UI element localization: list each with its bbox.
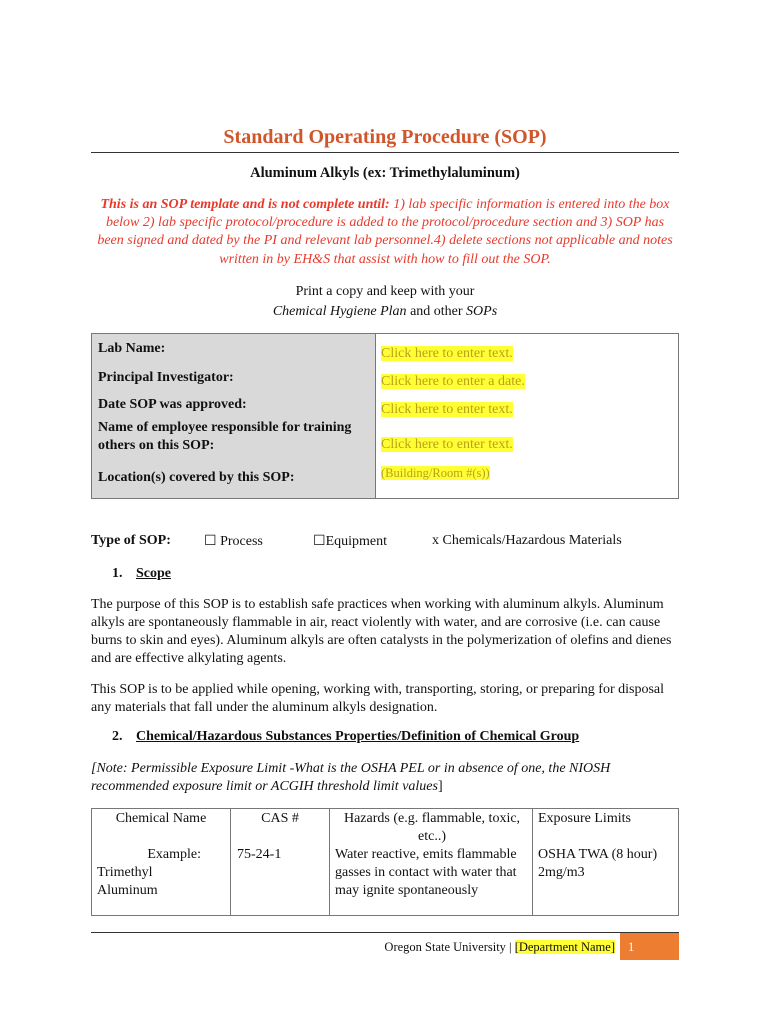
example-exposure-limits: OSHA TWA (8 hour) 2mg/m3 bbox=[538, 847, 658, 880]
process-checkbox[interactable]: ☐ bbox=[204, 534, 217, 549]
footer-department: [Department Name] bbox=[514, 940, 615, 954]
pi-field[interactable]: Click here to enter a date. bbox=[381, 374, 525, 389]
header-hazards: Hazards (e.g. flammable, toxic, etc..) bbox=[343, 811, 521, 844]
sop-type-label: Type of SOP: bbox=[91, 533, 171, 548]
footer-divider bbox=[91, 932, 679, 933]
print-note-line2: Chemical Hygiene Plan and other SOPs bbox=[272, 304, 498, 319]
example-chemical-name: Trimethyl Aluminum bbox=[97, 865, 158, 898]
template-instructions bbox=[91, 196, 679, 269]
approval-date-field[interactable]: Click here to enter text. bbox=[381, 402, 513, 417]
scope-paragraph-2: This SOP is to be applied while opening, working with, transporting, storing, or preparing for disposal any materials that fall under the aluminum alkyls designation. bbox=[91, 682, 665, 715]
header-chemical-name: Chemical Name bbox=[115, 811, 207, 826]
equipment-checkbox[interactable]: ☐ bbox=[313, 534, 326, 549]
location-field[interactable]: (Building/Room #(s)) bbox=[381, 466, 490, 480]
header-cas: CAS # bbox=[261, 811, 299, 826]
example-label: Example: bbox=[147, 847, 201, 862]
print-note-line1: Print a copy and keep with your bbox=[295, 284, 475, 299]
chemicals-option[interactable]: x Chemicals/Hazardous Materials bbox=[432, 533, 622, 548]
document-subtitle: Aluminum Alkyls (ex: Trimethylaluminum) bbox=[250, 165, 520, 181]
footer bbox=[300, 940, 615, 955]
location-label: Location(s) covered by this SOP: bbox=[98, 470, 295, 485]
process-option[interactable]: ☐ Process bbox=[204, 534, 263, 549]
chem-table-divider bbox=[532, 809, 533, 915]
lab-name-label: Lab Name: bbox=[98, 341, 166, 356]
footer-university: Oregon State University | bbox=[384, 940, 515, 954]
trainer-field[interactable]: Click here to enter text. bbox=[381, 437, 513, 452]
equipment-option[interactable]: ☐Equipment bbox=[313, 534, 387, 549]
header-exposure-limits: Exposure Limits bbox=[538, 811, 631, 826]
chem-table-divider bbox=[329, 809, 330, 915]
chemicals-checkbox[interactable]: x bbox=[432, 533, 439, 548]
sop-type-row bbox=[91, 533, 679, 553]
example-hazards: Water reactive, emits flammable gasses in contact with water that may ignite spontaneously bbox=[335, 847, 517, 898]
instructions-lead: This is an SOP template and is not complete until: bbox=[100, 197, 390, 212]
section-chemical-heading: 2. Chemical/Hazardous Substances Properties/Definition of Chemical Group bbox=[112, 729, 580, 744]
page-number: 1 bbox=[620, 933, 679, 960]
chemical-table bbox=[91, 808, 679, 916]
example-cas: 75-24-1 bbox=[237, 847, 282, 862]
lab-info-table bbox=[91, 333, 679, 499]
lab-name-field[interactable]: Click here to enter text. bbox=[381, 346, 513, 361]
instructions-body: 1) lab specific information is entered into the box below 2) lab specific protocol/procedure is added to the protocol/procedure section and 3) SOP has been signed and dated by the PI and relevant lab personnel.4) delete sections not applicable and notes written in by EH&S that assist with how to fill out the SOP. bbox=[97, 197, 673, 267]
title-divider bbox=[91, 152, 679, 153]
pi-label: Principal Investigator: bbox=[98, 370, 234, 385]
approval-date-label: Date SOP was approved: bbox=[98, 397, 247, 412]
section-scope-heading: 1. Scope bbox=[112, 566, 171, 581]
lab-info-divider bbox=[375, 334, 376, 498]
scope-paragraph-1: The purpose of this SOP is to establish safe practices when working with aluminum alkyls. Aluminum alkyls are spontaneously flammable in air, react violently with water, and are corrosive (i.e. can cause burns to skin and eyes). Aluminum alkyls are often catalysts in the polymerization of olefins and dienes and are effective alkylating agents. bbox=[91, 597, 672, 666]
trainer-label: Name of employee responsible for training others on this SOP: bbox=[98, 420, 352, 453]
document-title: Standard Operating Procedure (SOP) bbox=[223, 126, 547, 148]
print-note bbox=[0, 282, 770, 322]
exposure-limit-note: [Note: Permissible Exposure Limit -What is the OSHA PEL or in absence of one, the NIOSH recommended exposure limit or ACGIH threshold limit values] bbox=[91, 761, 611, 794]
